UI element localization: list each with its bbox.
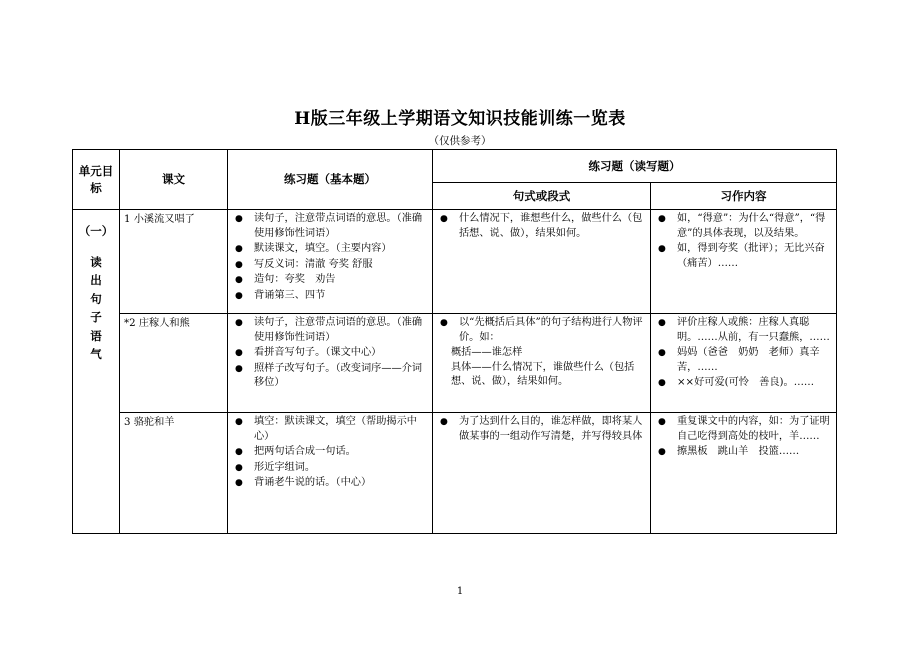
list-item: ● 背诵老牛说的话。（中心） — [232, 476, 428, 491]
bullet-icon: ● — [235, 214, 243, 224]
lesson-title: 3 骆驼和羊 — [124, 417, 175, 428]
unit-goal-cell — [73, 210, 120, 534]
bullet-icon: ● — [235, 275, 243, 285]
lesson-cell — [120, 314, 228, 413]
table-row — [73, 314, 837, 413]
unit-char: 语 — [90, 328, 102, 343]
list-item: ● 背诵第三、四节 — [232, 289, 428, 304]
lesson-cell — [120, 413, 228, 534]
list-item: ● ××好可爱(可怜 善良)。…… — [655, 376, 832, 391]
list-item: ● 写反义词：清澈 夸奖 舒服 — [232, 258, 428, 273]
header-composition: 习作内容 — [651, 183, 837, 210]
page-title: H版三年级上学期语文知识技能训练一览表 — [294, 109, 626, 129]
bullet-icon: ● — [658, 244, 666, 254]
list-item: ● 把两句话合成一句话。 — [232, 445, 428, 460]
page-subtitle: （仅供参考） — [428, 135, 492, 147]
header-sentence: 句式或段式 — [433, 183, 651, 210]
list-item: ● 重复课文中的内容，如：为了证明自己吃得到高处的枝叶，羊…… — [658, 416, 830, 442]
composition-cell — [651, 314, 837, 413]
list-item: ● 形近字组词。 — [232, 461, 428, 476]
bullet-icon: ● — [658, 318, 666, 328]
table-row — [73, 413, 837, 534]
list-item: ● 评价庄稼人或熊：庄稼人真聪明。……从前，有一只蠢熊，…… — [658, 317, 830, 343]
basic-cell — [228, 314, 433, 413]
header-basic: 练习题（基本题） — [228, 150, 433, 210]
list-item: ● 如，“得意”：为什么“得意”，“得意”的具体表现，以及结果。 — [658, 213, 826, 239]
sentence-cell — [433, 413, 651, 534]
list-item: ● 擦黑板 跳山羊 投篮…… — [655, 445, 832, 460]
sentence-example: 概括——谁怎样 — [451, 347, 523, 358]
bullet-icon: ● — [235, 462, 243, 473]
bullet-icon: ● — [658, 447, 666, 457]
header-reading-writing: 练习题（读写题） — [433, 150, 837, 183]
unit-char: 出 — [90, 273, 102, 287]
composition-cell — [651, 413, 837, 534]
lesson-title: 1 小溪流又唱了 — [124, 214, 195, 225]
bullet-icon: ● — [235, 290, 243, 301]
training-table — [72, 149, 837, 534]
bullet-icon: ● — [235, 348, 243, 358]
bullet-icon: ● — [658, 417, 666, 427]
list-item: ● 如，得到夸奖（批评）；无比兴奋（痛苦）…… — [658, 243, 825, 269]
unit-char: 句 — [90, 291, 102, 306]
basic-cell — [228, 413, 433, 534]
list-item: ● 照样子改写句子。（改变词序——介词移位） — [235, 362, 423, 388]
lesson-title: *2 庄稼人和熊 — [124, 318, 190, 329]
list-item: ● 填空：默读课文，填空（帮助揭示中心） — [235, 416, 417, 442]
bullet-icon: ● — [440, 417, 448, 427]
bullet-icon: ● — [658, 348, 666, 358]
bullet-icon: ● — [658, 214, 666, 224]
bullet-icon: ● — [235, 244, 243, 254]
bullet-icon: ● — [658, 378, 666, 388]
table-row — [73, 210, 837, 314]
header-unit: 单元目标 — [73, 150, 120, 210]
sentence-cell — [433, 210, 651, 314]
bullet-icon: ● — [440, 318, 448, 328]
list-item: ● 读句子，注意带点词语的意思。（准确使用修饰性词语） — [235, 213, 423, 239]
bullet-icon: ● — [440, 214, 448, 224]
basic-cell — [228, 210, 433, 314]
bullet-icon: ● — [235, 259, 243, 270]
bullet-icon: ● — [235, 318, 243, 328]
unit-char: 子 — [90, 310, 102, 324]
bullet-icon: ● — [235, 447, 243, 457]
list-item: ● 造句：夸奖 劝告 — [232, 273, 428, 288]
bullet-icon: ● — [235, 478, 243, 488]
header-lesson: 课文 — [120, 150, 228, 210]
lesson-cell — [120, 210, 228, 314]
list-item: ● 看拼音写句子。（课文中心） — [232, 346, 428, 361]
list-item: ● 默读课文，填空。（主要内容） — [232, 242, 428, 257]
unit-char: 读 — [90, 254, 102, 269]
composition-cell — [651, 210, 837, 314]
list-item: ● 妈妈（爸爸 奶奶 老师）真辛苦，…… — [658, 347, 820, 373]
page-number: 1 — [456, 586, 464, 597]
list-item: ● 为了达到什么目的，谁怎样做，即将某人做某事的一组动作写清楚，并写得较具体 — [440, 416, 643, 442]
unit-char: 气 — [90, 347, 102, 361]
list-item: ● 什么情况下，谁想些什么，做些什么（包括想、说、做），结果如何。 — [440, 213, 643, 239]
unit-number: （一） — [78, 224, 114, 238]
bullet-icon: ● — [235, 417, 243, 427]
list-item: ● 以“先概括后具体”的句子结构进行人物评价。如： — [440, 317, 643, 343]
bullet-icon: ● — [235, 363, 243, 374]
list-item: ● 读句子，注意带点词语的意思。（准确使用修饰性词语） — [235, 317, 423, 343]
sentence-example: 具体——什么情况下，谁做些什么（包括想、说、做），结果如何。 — [451, 361, 635, 387]
sentence-cell — [433, 314, 651, 413]
